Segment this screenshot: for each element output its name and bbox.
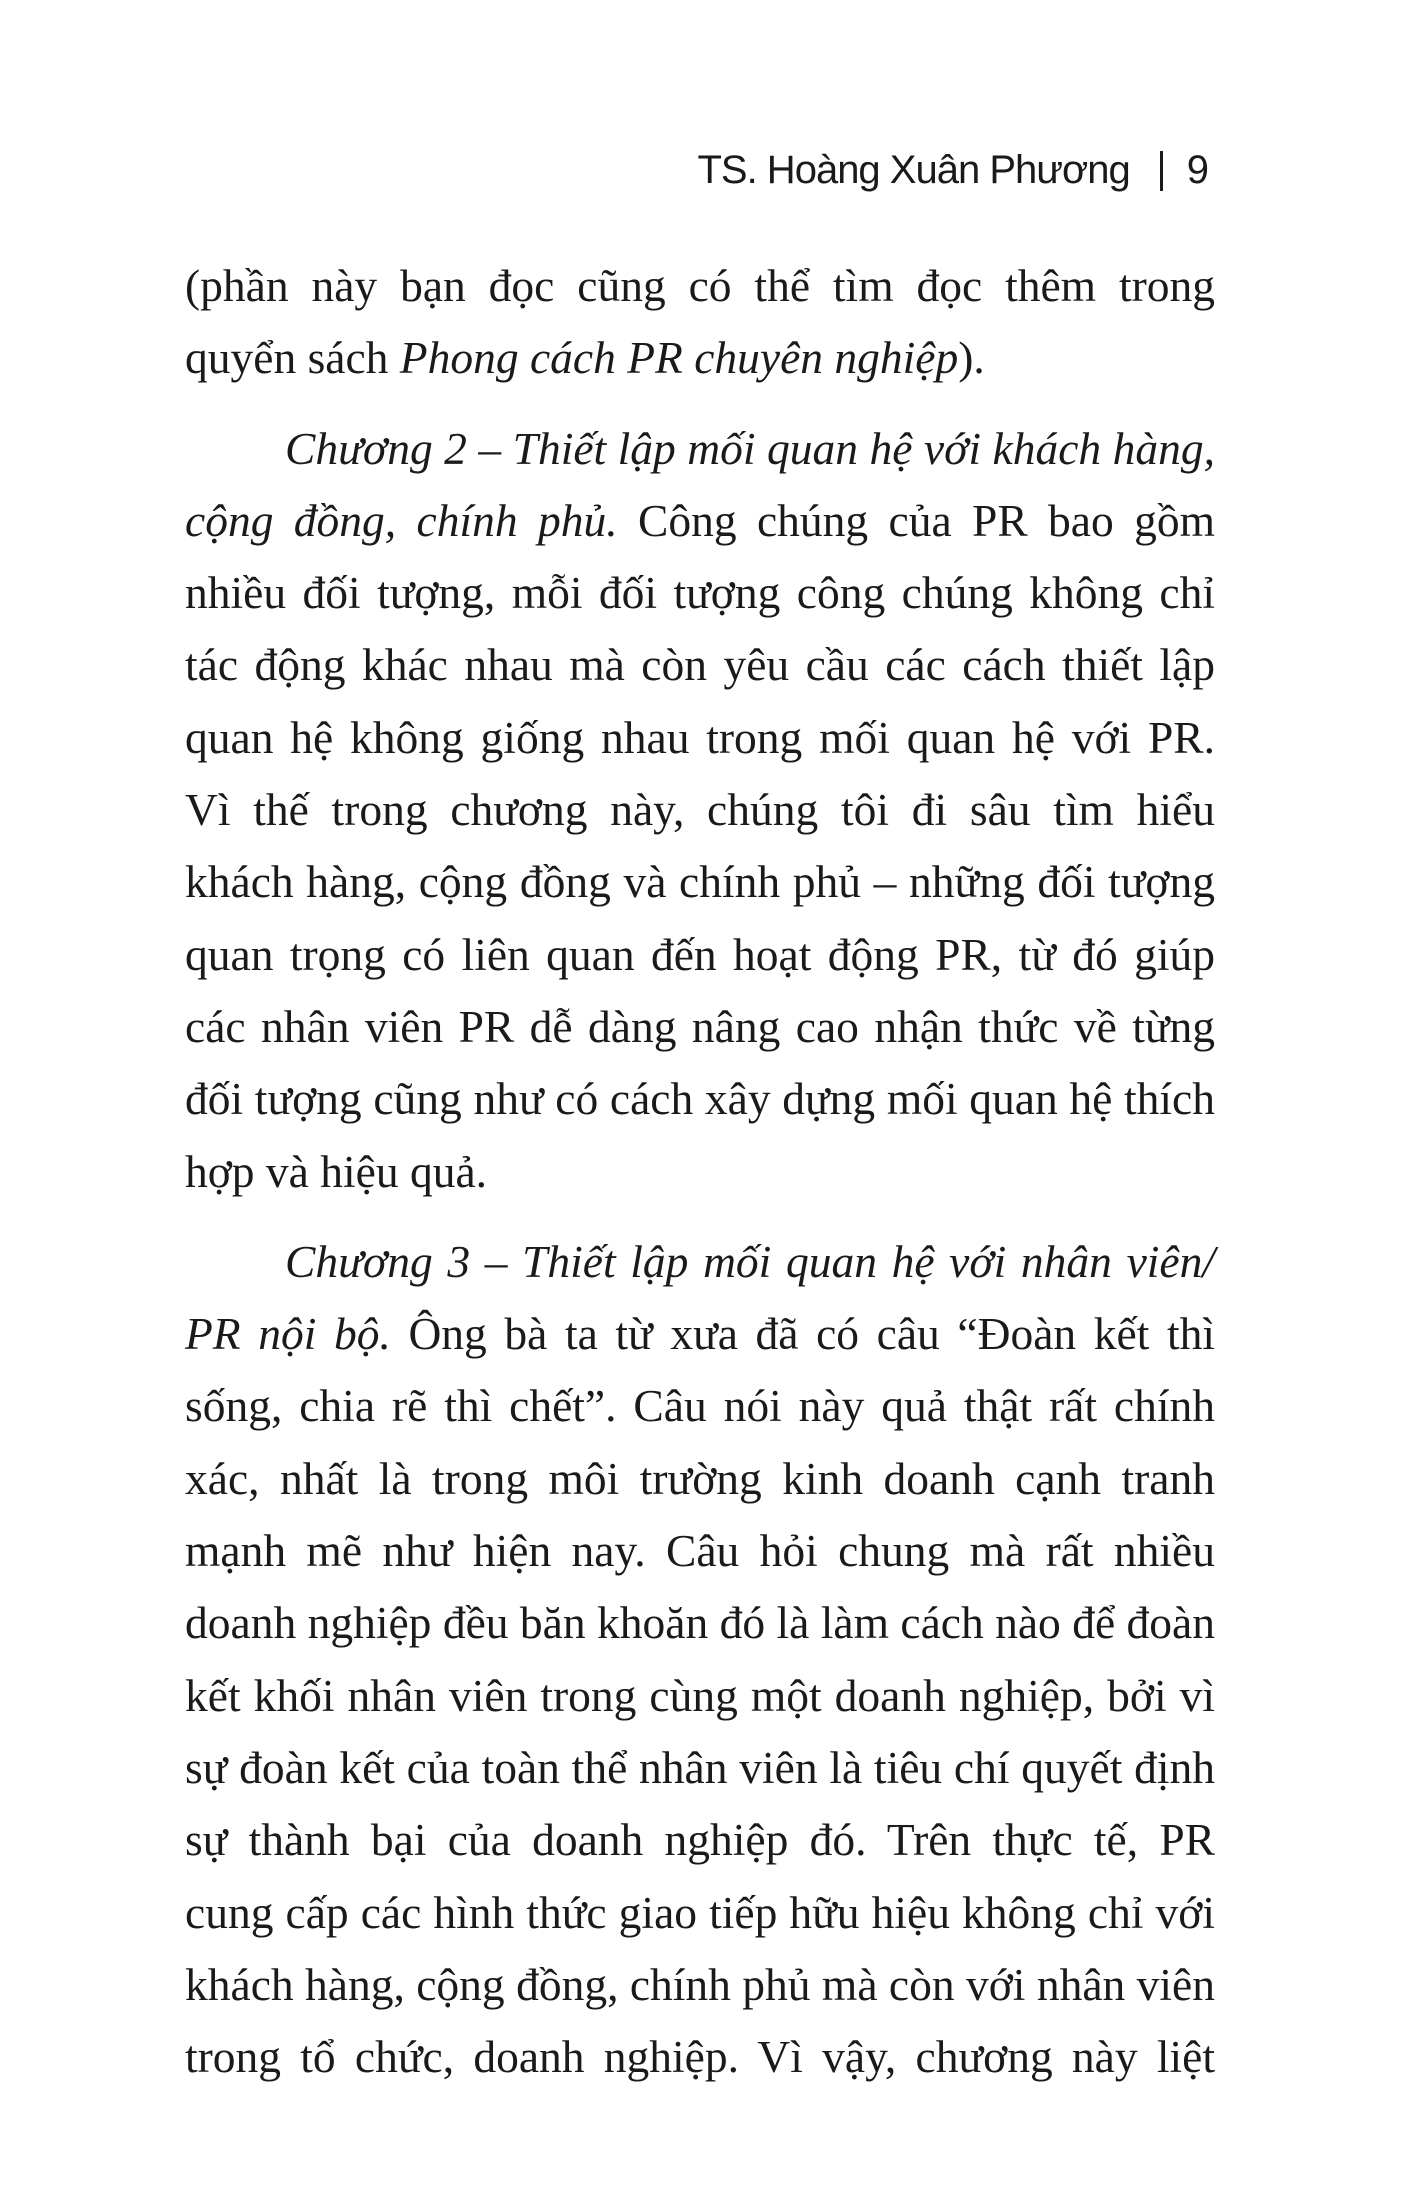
running-header xyxy=(697,148,1208,193)
chapter-2-heading: Chương 2 – Thiết lập mối quan hệ với khách hàng, cộng đồng, chính phủ. xyxy=(185,422,1215,546)
chapter-3-heading: Chương 3 – Thiết lập mối quan hệ với nhân viên/ PR nội bộ. xyxy=(185,1235,1215,1360)
paragraph-1 xyxy=(185,250,1215,395)
paragraph-2-text: Công chúng của PR bao gồm nhiều đối tượng, mỗi đối tượng công chúng không chỉ tác động khác nhau mà còn yêu cầu các cách thiết lập quan hệ không giống nhau trong mối quan hệ với PR. Vì thế trong chương này, chúng tôi đi sâu tìm hiểu khách hàng, cộng đồng và chính phủ – những đối tượng quan trọng có liên quan đến hoạt động PR, từ đó giúp các nhân viên PR dễ dàng nâng cao nhận thức về từng đối tượng cũng như có cách xây dựng mối quan hệ thích hợp và hiệu quả. xyxy=(185,494,1215,1197)
paragraph-2 xyxy=(185,413,1215,1208)
header-separator xyxy=(1160,151,1163,191)
paragraph-1-text-after: ). xyxy=(958,332,985,384)
paragraph-1-text-before: (phần này bạn đọc cũng có thể tìm đọc thêm trong quyển sách xyxy=(185,260,1215,384)
header-author: TS. Hoàng Xuân Phương xyxy=(697,148,1130,192)
header-page-number: 9 xyxy=(1186,148,1208,192)
body-text xyxy=(185,250,1215,2111)
paragraph-1-book-title: Phong cách PR chuyên nghiệp xyxy=(399,332,959,384)
paragraph-3 xyxy=(185,1226,1215,2094)
paragraph-3-text: Ông bà ta từ xưa đã có câu “Đoàn kết thì sống, chia rẽ thì chết”. Câu nói này quả thật rất chính xác, nhất là trong môi trường kinh doanh cạnh tranh mạnh mẽ như hiện nay. Câu hỏi chung mà rất nhiều doanh nghiệp đều băn khoăn đó là làm cách nào để đoàn kết khối nhân viên trong cùng một doanh nghiệp, bởi vì sự đoàn kết của toàn thể nhân viên là tiêu chí quyết định sự thành bại của doanh nghiệp đó. Trên thực tế, PR cung cấp các hình thức giao tiếp hữu hiệu không chỉ với khách hàng, cộng đồng, chính phủ mà còn với nhân viên trong tổ chức, doanh nghiệp. Vì vậy, chương này liệt xyxy=(185,1308,1215,2083)
